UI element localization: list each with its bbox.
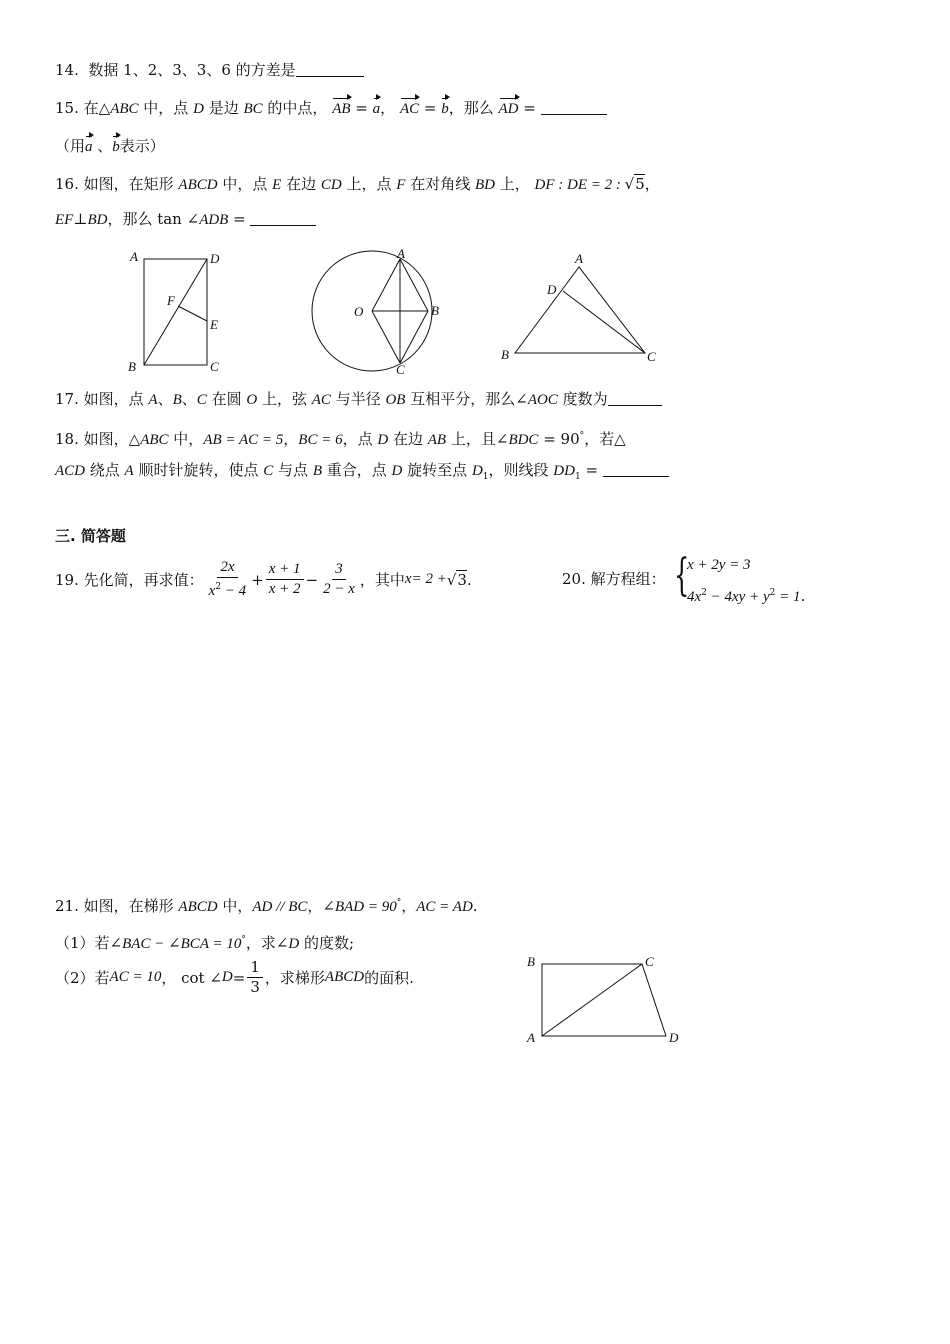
question-16-line2: EF⊥BD，那么 tan ∠ADB = — [55, 209, 316, 230]
answer-blank-15[interactable] — [541, 100, 607, 115]
label-c: C — [396, 362, 405, 375]
figure-trapezoid — [520, 950, 695, 1050]
vector-ab: AB — [332, 101, 351, 117]
label-b: B — [501, 347, 509, 362]
vector-ac: AC — [399, 101, 420, 117]
label-e: E — [210, 317, 218, 332]
fraction-1: $\frac{2x}{x^2 - 4}$ — [208, 559, 247, 599]
label-a: A — [397, 246, 405, 261]
answer-blank-16[interactable] — [250, 211, 316, 226]
label-a: A — [575, 251, 583, 266]
label-b: B — [431, 303, 439, 318]
label-c: C — [645, 954, 654, 969]
question-14: 14. 数据 1、2、3、3、6 的方差是 — [55, 60, 364, 80]
answer-blank-14[interactable] — [296, 62, 364, 77]
figure-rectangle — [120, 245, 240, 375]
label-a: A — [130, 249, 138, 264]
question-21: 21. 如图，在梯形 ABCD 中，AD // BC，∠BAD = 90°，AC = AD. — [55, 897, 478, 915]
answer-blank-18[interactable] — [603, 462, 669, 477]
label-a: A — [527, 1030, 535, 1045]
label-b: B — [128, 359, 136, 374]
vector-b: b — [441, 101, 449, 117]
question-16: 16. 如图，在矩形 ABCD 中，点 E 在边 CD 上，点 F 在对角线 BD 上， DF : DE = 2 : √5， — [55, 175, 660, 193]
label-c: C — [647, 349, 656, 364]
vector-a: a — [372, 101, 381, 117]
question-15: 15. 在△ABC 中，点 D 是边 BC 的中点， AB = a， AC = b，那么 AD = — [55, 98, 607, 119]
label-d: D — [669, 1030, 679, 1045]
question-21-part-2: （2）若 AC = 10 ， cot ∠ D = $\frac{1}{3}$ ，求梯形 ABCD 的面积. — [55, 958, 414, 996]
question-20: 20. 解方程组： — [562, 570, 666, 588]
brace-icon: { — [674, 550, 690, 601]
fraction-3: $\frac{3}{2 - x}$ — [323, 561, 355, 597]
fraction-one-third: $\frac{1}{3}$ — [247, 958, 263, 997]
equation-1: x + 2y = 3 — [687, 557, 751, 573]
question-21-part-1: （1）若∠BAC − ∠BCA = 10°，求∠D 的度数; — [55, 934, 355, 952]
label-c: C — [210, 359, 219, 374]
figure-triangle — [495, 245, 665, 375]
label-o: O — [354, 304, 364, 319]
answer-blank-17[interactable] — [608, 391, 662, 406]
label-f: F — [167, 293, 175, 308]
equation-2: $4x^2 - 4xy + y^2 = 1$. — [687, 587, 806, 605]
section-heading: 三. 简答题 — [55, 527, 126, 545]
label-d: D — [210, 251, 220, 266]
question-17: 17. 如图，点 A、B、C 在圆 O 上，弦 AC 与半径 OB 互相平分，那么∠AOC 度数为 — [55, 389, 662, 410]
label-d: D — [547, 282, 557, 297]
question-15-note: （用a 、b表示） — [55, 137, 165, 155]
question-18: 18. 如图，△ABC 中，AB = AC = 5，BC = 6，点 D 在边 AB 上，且∠BDC = 90°，若△ — [55, 430, 626, 448]
vector-ad: AD — [498, 101, 519, 117]
question-19: 19. 先化简，再求值： $\frac{2x}{x^2 - 4}$ + $\frac{x + 1}{x + 2}$ − $\frac{3}{2 - x}$ ，其中 x = 2 + √ 3 . — [55, 559, 472, 599]
figure-circle — [300, 245, 450, 375]
label-b: B — [527, 954, 535, 969]
question-18-line2: ACD 绕点 A 顺时针旋转，使点 C 与点 B 重合，点 D 旋转至点 $D_1$，则线段 $DD_1$ = — [55, 460, 669, 487]
fraction-2: $\frac{x + 1}{x + 2}$ — [266, 560, 304, 599]
